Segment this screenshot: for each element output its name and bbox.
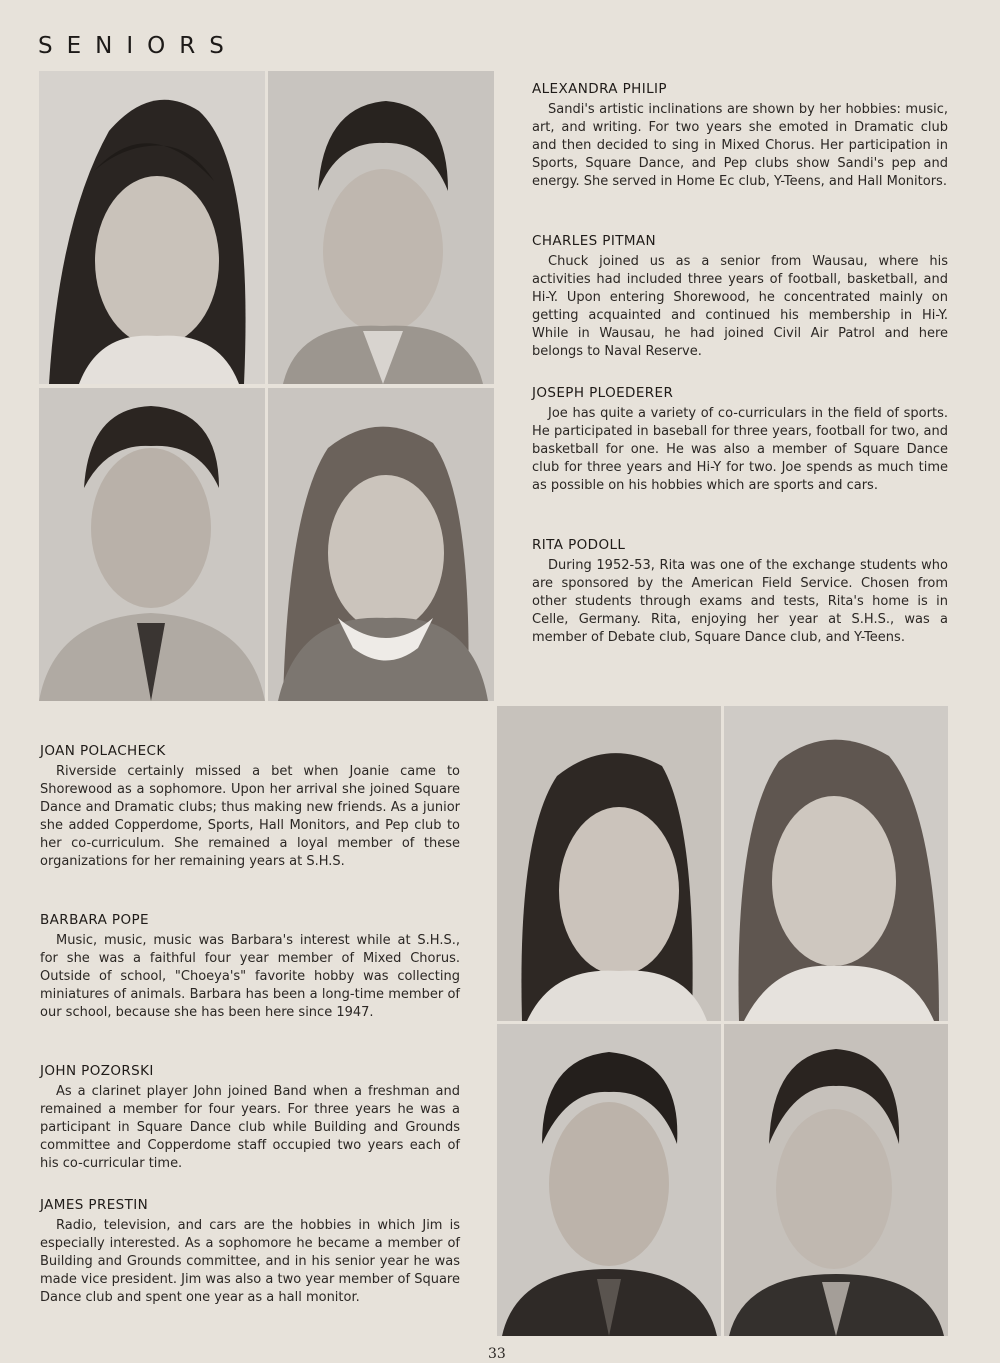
portrait-john-pozorski (497, 1024, 721, 1336)
portrait-joan-polacheck (497, 706, 721, 1021)
bio-rita-podoll (532, 537, 948, 647)
portrait-barbara-pope (724, 706, 948, 1021)
senior-name: CHARLES PITMAN (532, 233, 657, 249)
portrait-charles-pitman (268, 71, 494, 384)
bio-barbara-pope (40, 912, 460, 1022)
senior-name: JAMES PRESTIN (40, 1197, 149, 1213)
bio-james-prestin (40, 1197, 460, 1307)
senior-bio: During 1952-53, Rita was one of the exchange students who are sponsored by the American Field Service. Chosen from other students through exams and tests, Rita's home is in Celle, Germany. Rita, enjoying her year at S.H.S., was a member of Debate club, Square Dance club, and Y-Teens. (532, 558, 948, 645)
senior-bio: Riverside certainly missed a bet when Joanie came to Shorewood as a sophomore. Upon her arrival she joined Square Dance and Dramatic clubs; thus making new friends. As a junior she added Copperdome, Sports, Hall Monitors, and Pep club to her co-curriculum. She remained a loyal member of these organizations for her remaining years at S.H.S. (40, 764, 460, 869)
bio-alexandra-philip (532, 81, 948, 191)
bio-charles-pitman (532, 233, 948, 361)
bio-john-pozorski (40, 1063, 460, 1173)
senior-bio: Chuck joined us as a senior from Wausau, where his activities had included three years of football, basketball, and Hi-Y. Upon entering Shorewood, he concentrated mainly on getting acquainted and continued his membership in Hi-Y. While in Wausau, he had joined Civil Air Patrol and here belongs to Naval Reserve. (532, 254, 948, 359)
senior-bio: As a clarinet player John joined Band when a freshman and remained a member for four years. For three years he was a participant in Square Dance club while Building and Grounds committee and Copperdome staff occupied two years each of his co-curricular time. (40, 1084, 460, 1171)
portrait-alexandra-philip (39, 71, 265, 384)
page-number: 33 (488, 1346, 506, 1362)
senior-name: JOSEPH PLOEDERER (532, 385, 674, 401)
senior-name: JOHN POZORSKI (40, 1063, 154, 1079)
senior-name: ALEXANDRA PHILIP (532, 81, 667, 97)
portrait-rita-podoll (268, 388, 494, 701)
senior-bio: Music, music, music was Barbara's interest while at S.H.S., for she was a faithful four year member of Mixed Chorus. Outside of school, "Choeya's" favorite hobby was collecting miniatures of animals. Barbara has been a long-time member of our school, because she has been here since 1947. (40, 933, 460, 1020)
senior-bio: Joe has quite a variety of co-curriculars in the field of sports. He participated in baseball for three years, football for two, and basketball for one. He was also a member of Square Dance club for three years and Hi-Y for two. Joe spends as much time as possible on his hobbies which are sports and cars. (532, 406, 948, 493)
page-title: SENIORS (38, 33, 238, 60)
senior-bio: Sandi's artistic inclinations are shown by her hobbies: music, art, and writing. For two years she emoted in Dramatic club and then decided to sing in Mixed Chorus. Her participation in Sports, Square Dance, and Pep clubs show Sandi's pep and energy. She served in Home Ec club, Y-Teens, and Hall Monitors. (532, 102, 948, 189)
portrait-joseph-ploederer (39, 388, 265, 701)
bio-joan-polacheck (40, 743, 460, 871)
portrait-james-prestin (724, 1024, 948, 1336)
senior-name: JOAN POLACHECK (40, 743, 166, 759)
senior-bio: Radio, television, and cars are the hobbies in which Jim is especially interested. As a sophomore he became a member of Building and Grounds committee, and in his senior year he was made vice president. Jim was also a two year member of Square Dance club and spent one year as a hall monitor. (40, 1218, 460, 1305)
senior-name: RITA PODOLL (532, 537, 626, 553)
senior-name: BARBARA POPE (40, 912, 149, 928)
bio-joseph-ploederer (532, 385, 948, 495)
